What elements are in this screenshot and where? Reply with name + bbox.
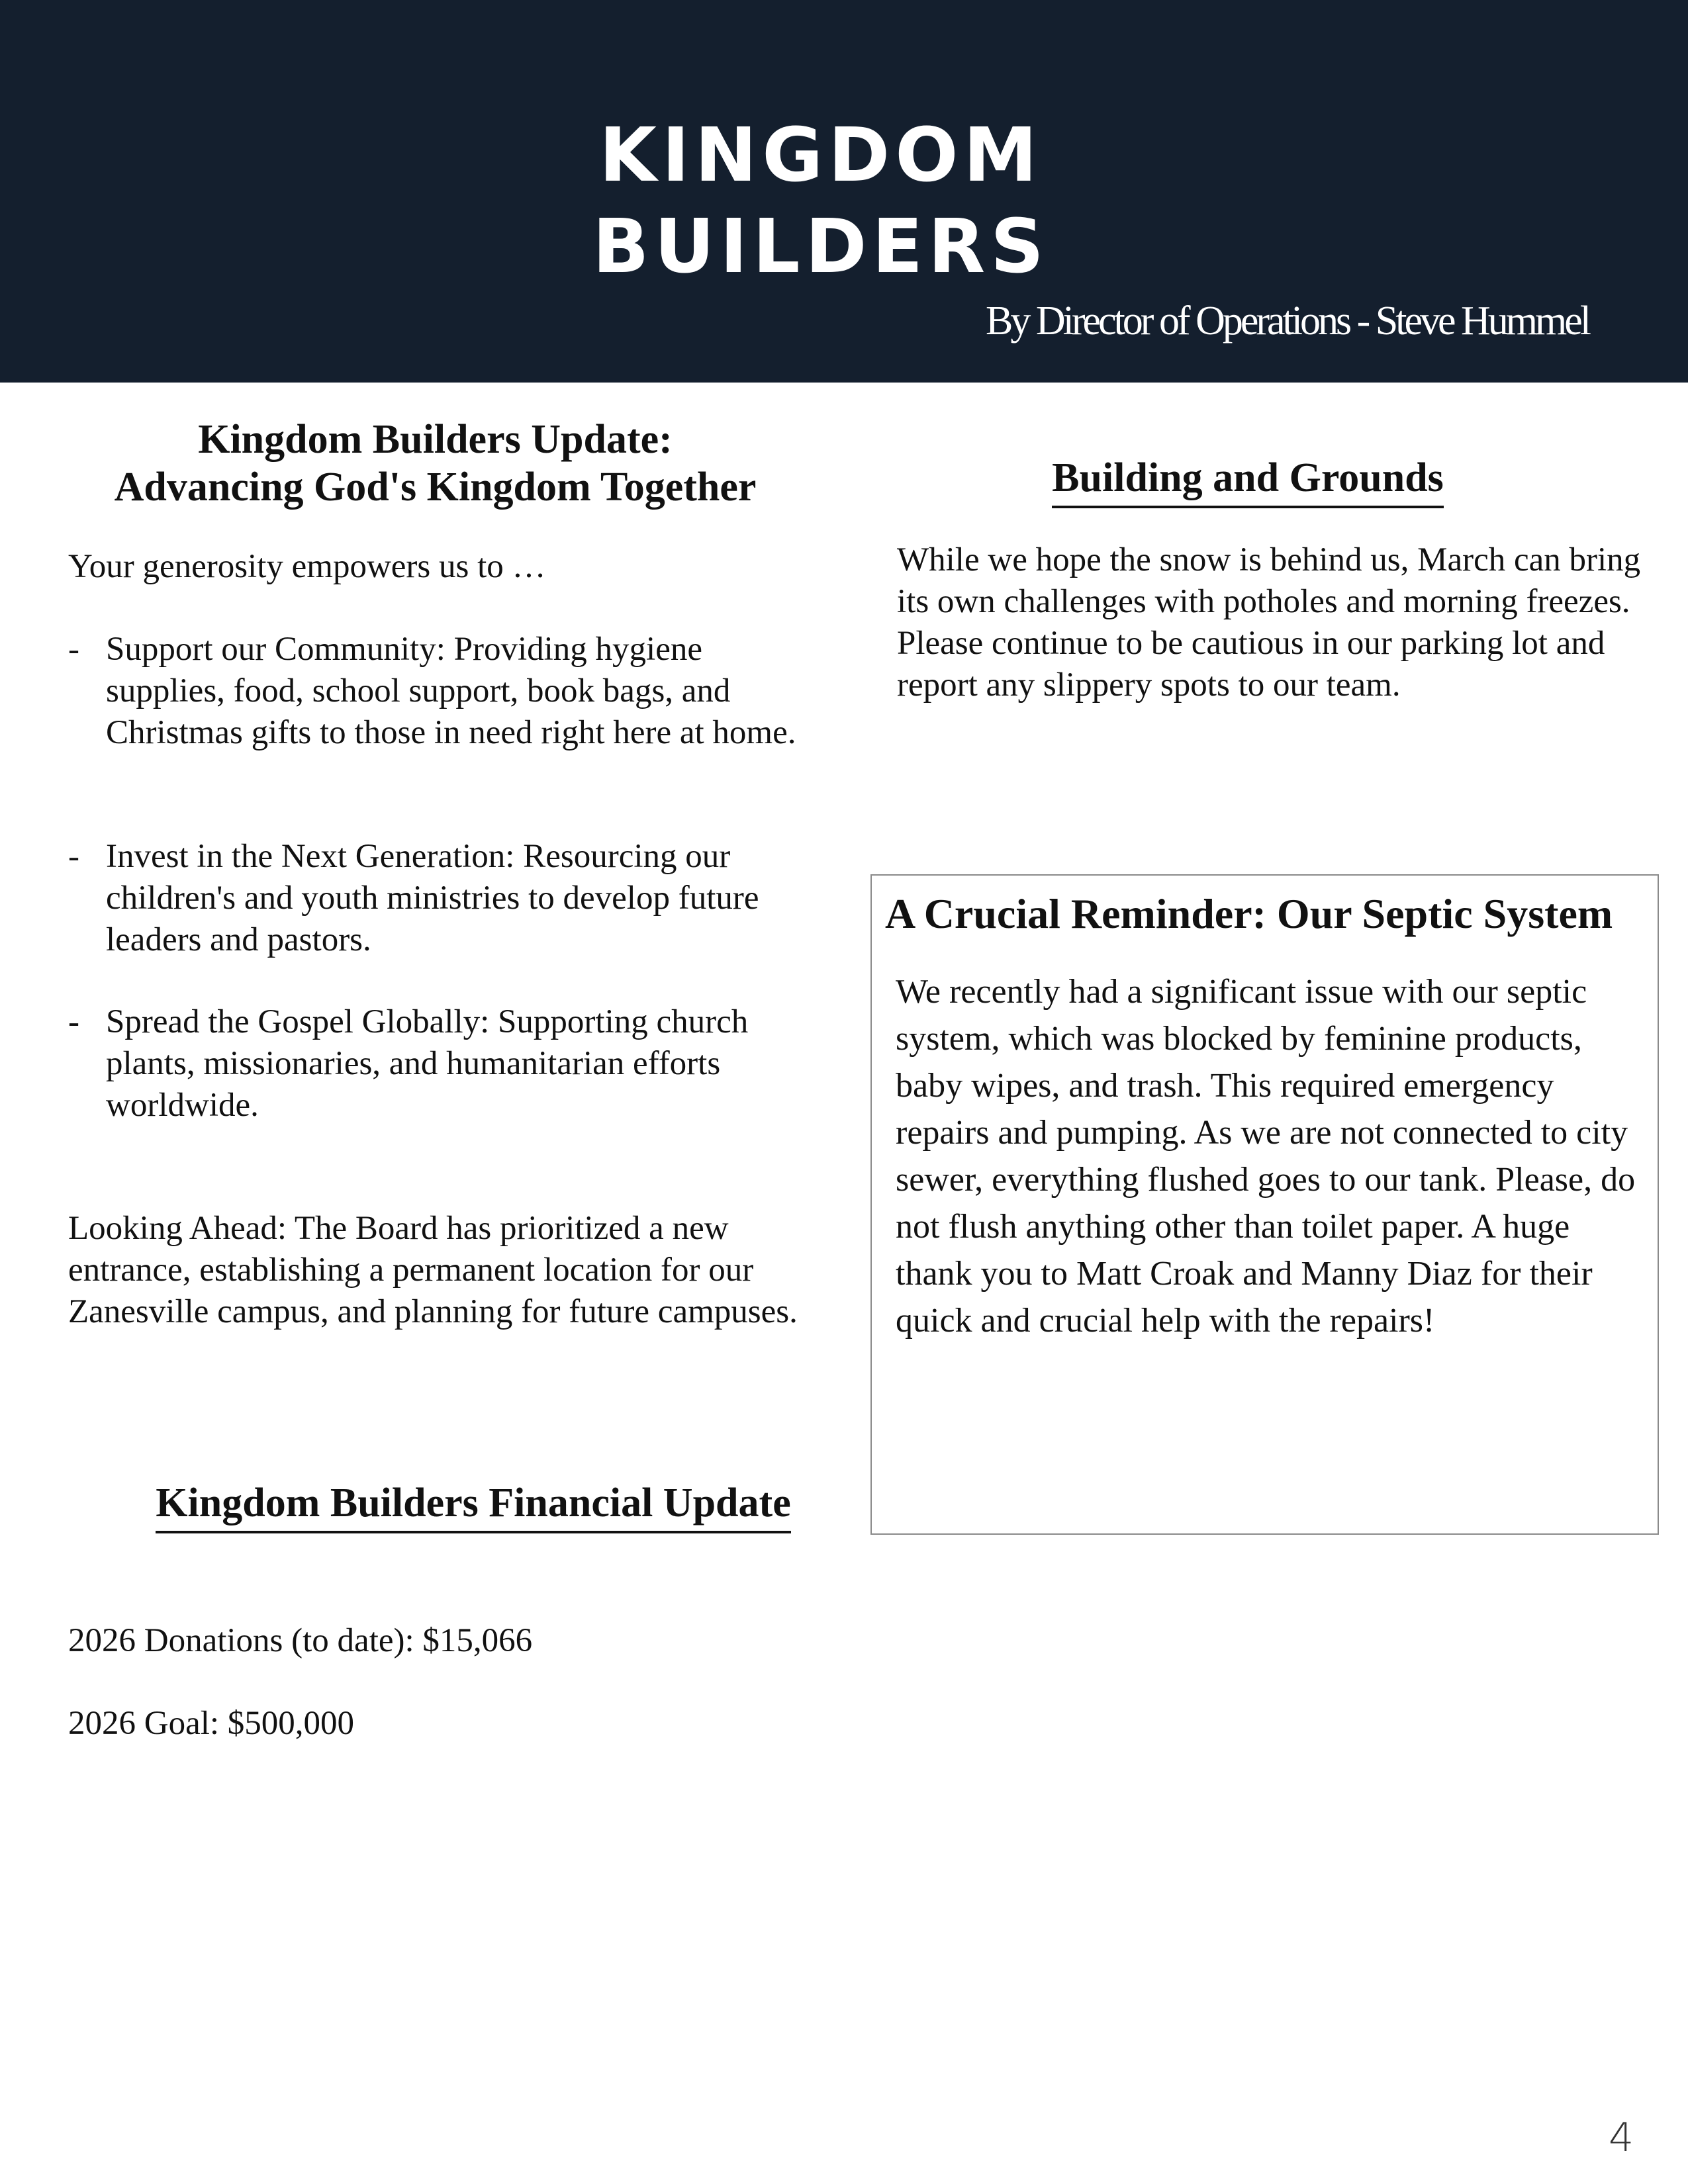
intro-text: Your generosity empowers us to … — [68, 548, 546, 585]
financial-heading-wrap — [40, 1479, 907, 1533]
septic-text: We recently had a significant issue with our septic system, which was blocked by feminine products, baby wipes, and trash. This required emergency repairs and pumping. As we are not connected to city sewer, everything flushed goes to our tank. Please, do not flush anything other than toilet paper. A huge thank you to Matt Croak and Manny Diaz for their quick and crucial help with the repairs! — [896, 973, 1636, 1340]
bullet-item — [68, 1001, 829, 1126]
septic-heading: A Crucial Reminder: Our Septic System — [885, 890, 1613, 937]
page-number: 4 — [1609, 2115, 1634, 2161]
update-heading-line-1: Kingdom Builders Update: — [198, 417, 673, 462]
looking-ahead-text: Looking Ahead: The Board has prioritized a new entrance, establishing a permanent location for our Zanesville campus, and planning for future campuses. — [68, 1210, 798, 1330]
byline: By Director of Operations - Steve Hummel — [986, 298, 1589, 343]
bullet-text: Spread the Gospel Globally: Supporting church plants, missionaries, and humanitarian efforts worldwide. — [106, 1003, 749, 1124]
financial-heading: Kingdom Builders Financial Update — [156, 1479, 790, 1533]
bullet-item — [68, 629, 829, 754]
bullet-item — [68, 836, 829, 961]
septic-reminder-box — [870, 874, 1659, 1535]
bullet-dash: - — [68, 631, 79, 668]
goal-text: 2026 Goal: $500,000 — [68, 1705, 355, 1742]
bullet-dash: - — [68, 1003, 79, 1040]
header-banner — [0, 0, 1688, 383]
bullet-text: Invest in the Next Generation: Resourcing our children's and youth ministries to develop future leaders and pastors. — [106, 838, 759, 958]
grounds-heading: Building and Grounds — [1052, 454, 1444, 508]
update-heading-line-2: Advancing God's Kingdom Together — [114, 465, 757, 510]
grounds-heading-wrap — [870, 454, 1625, 508]
title-line-1: KINGDOM — [599, 113, 1043, 199]
update-heading — [40, 416, 831, 511]
donations-text: 2026 Donations (to date): $15,066 — [68, 1622, 533, 1659]
bullet-dash: - — [68, 838, 79, 875]
title-line-2: BUILDERS — [592, 204, 1049, 290]
bullet-text: Support our Community: Providing hygiene supplies, food, school support, book bags, and Christmas gifts to those in need right here at home. — [106, 631, 796, 751]
grounds-text: While we hope the snow is behind us, March can bring its own challenges with potholes and morning freezes. Please continue to be cautious in our parking lot and report any slippery spots to our team. — [897, 541, 1641, 704]
